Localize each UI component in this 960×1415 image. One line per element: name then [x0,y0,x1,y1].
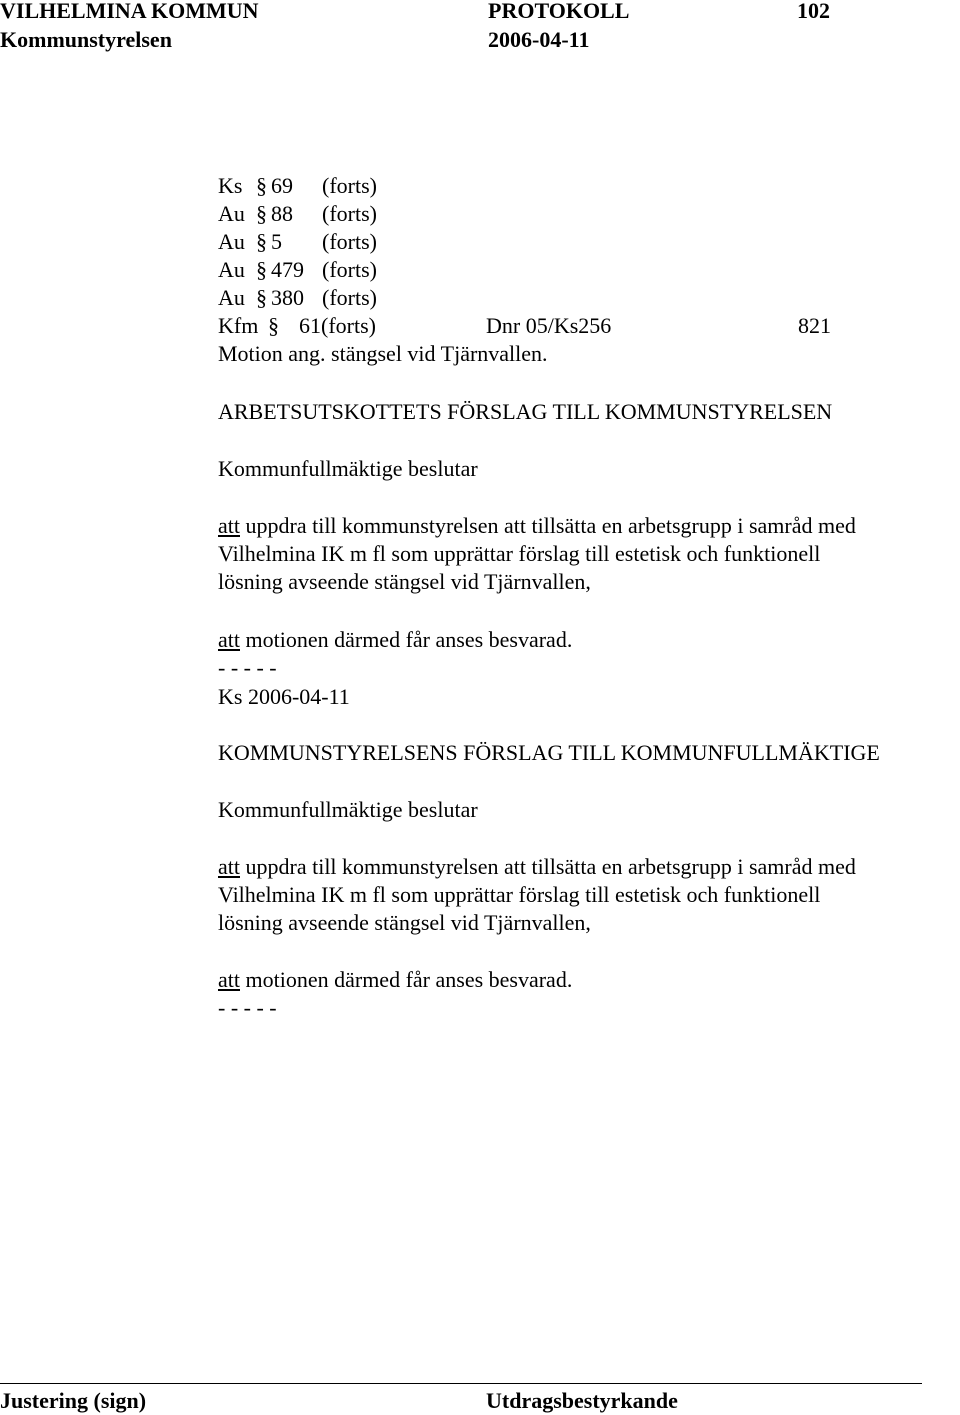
att-keyword: att [218,854,240,879]
ref-type: Au [218,201,245,226]
paragraph-line: Vilhelmina IK m fl som upprättar förslag till estetisk och funktionell [218,882,821,907]
doc-type: PROTOKOLL [488,0,630,23]
decision-paragraph [218,853,856,937]
paragraph-sign: § [256,229,267,254]
paragraph-sign: § [256,257,267,282]
separator: - - - - - [218,995,277,1020]
ref-type: Au [218,285,245,310]
paragraph-line: Vilhelmina IK m fl som upprättar förslag till estetisk och funktionell [218,541,821,566]
reference-row [218,228,918,256]
body-name: Kommunstyrelsen [0,27,172,52]
paragraph-sign: § [268,313,279,338]
paragraph-line: lösning avseende stängsel vid Tjärnvallen, [218,569,591,594]
ref-forts: (forts) [322,173,377,198]
decision-paragraph [218,966,572,994]
ref-type: Ks [218,173,243,198]
meeting-date: 2006-04-11 [488,27,590,52]
ref-number: 88 [271,201,293,226]
att-keyword: att [218,967,240,992]
separator: - - - - - [218,655,277,680]
decision-intro: Kommunfullmäktige beslutar [218,456,478,481]
ref-type: Au [218,229,245,254]
section-heading-ks: KOMMUNSTYRELSENS FÖRSLAG TILL KOMMUNFULLMÄKTIGE [218,740,880,765]
ref-type: Kfm [218,313,259,338]
section-heading-au: ARBETSUTSKOTTETS FÖRSLAG TILL KOMMUNSTYRELSEN [218,399,833,424]
reference-list [218,172,918,368]
ref-forts: (forts) [322,201,377,226]
paragraph-line: uppdra till kommunstyrelsen att tillsätta en arbetsgrupp i samråd med [240,854,856,879]
paragraph-line: uppdra till kommunstyrelsen att tillsätta en arbetsgrupp i samråd med [240,513,856,538]
paragraph-line: lösning avseende stängsel vid Tjärnvallen, [218,910,591,935]
subject-line: Motion ang. stängsel vid Tjärnvallen. [218,341,548,366]
ref-type: Au [218,257,245,282]
footer-justering: Justering (sign) [0,1388,147,1413]
org-name: VILHELMINA KOMMUN [0,0,259,23]
paragraph-sign: § [256,173,267,198]
decision-paragraph [218,512,856,596]
paragraph-text: motionen därmed får anses besvarad. [240,967,573,992]
reference-row [218,172,918,200]
reference-row [218,200,918,228]
ref-number: 69 [271,173,293,198]
paragraph-sign: § [256,285,267,310]
ref-number: 380 [271,285,304,310]
decision-paragraph [218,626,572,654]
footer-rule [0,1383,922,1384]
reference-row [218,284,918,312]
diary-number: Dnr 05/Ks256 [486,313,612,338]
reference-row [218,312,918,340]
ref-forts: (forts) [322,257,377,282]
archive-code: 821 [798,313,831,338]
paragraph-text: motionen därmed får anses besvarad. [240,627,573,652]
footer-utdragsbestyrkande: Utdragsbestyrkande [486,1388,678,1413]
ks-date-line: Ks 2006-04-11 [218,684,350,709]
paragraph-sign: § [256,201,267,226]
att-keyword: att [218,513,240,538]
ref-number: 479 [271,257,304,282]
ref-number: 5 [271,229,282,254]
page-number: 102 [797,0,830,23]
decision-intro: Kommunfullmäktige beslutar [218,797,478,822]
ref-forts: (forts) [322,229,377,254]
ref-number: 61(forts) [299,313,376,338]
att-keyword: att [218,627,240,652]
ref-forts: (forts) [322,285,377,310]
reference-row [218,256,918,284]
